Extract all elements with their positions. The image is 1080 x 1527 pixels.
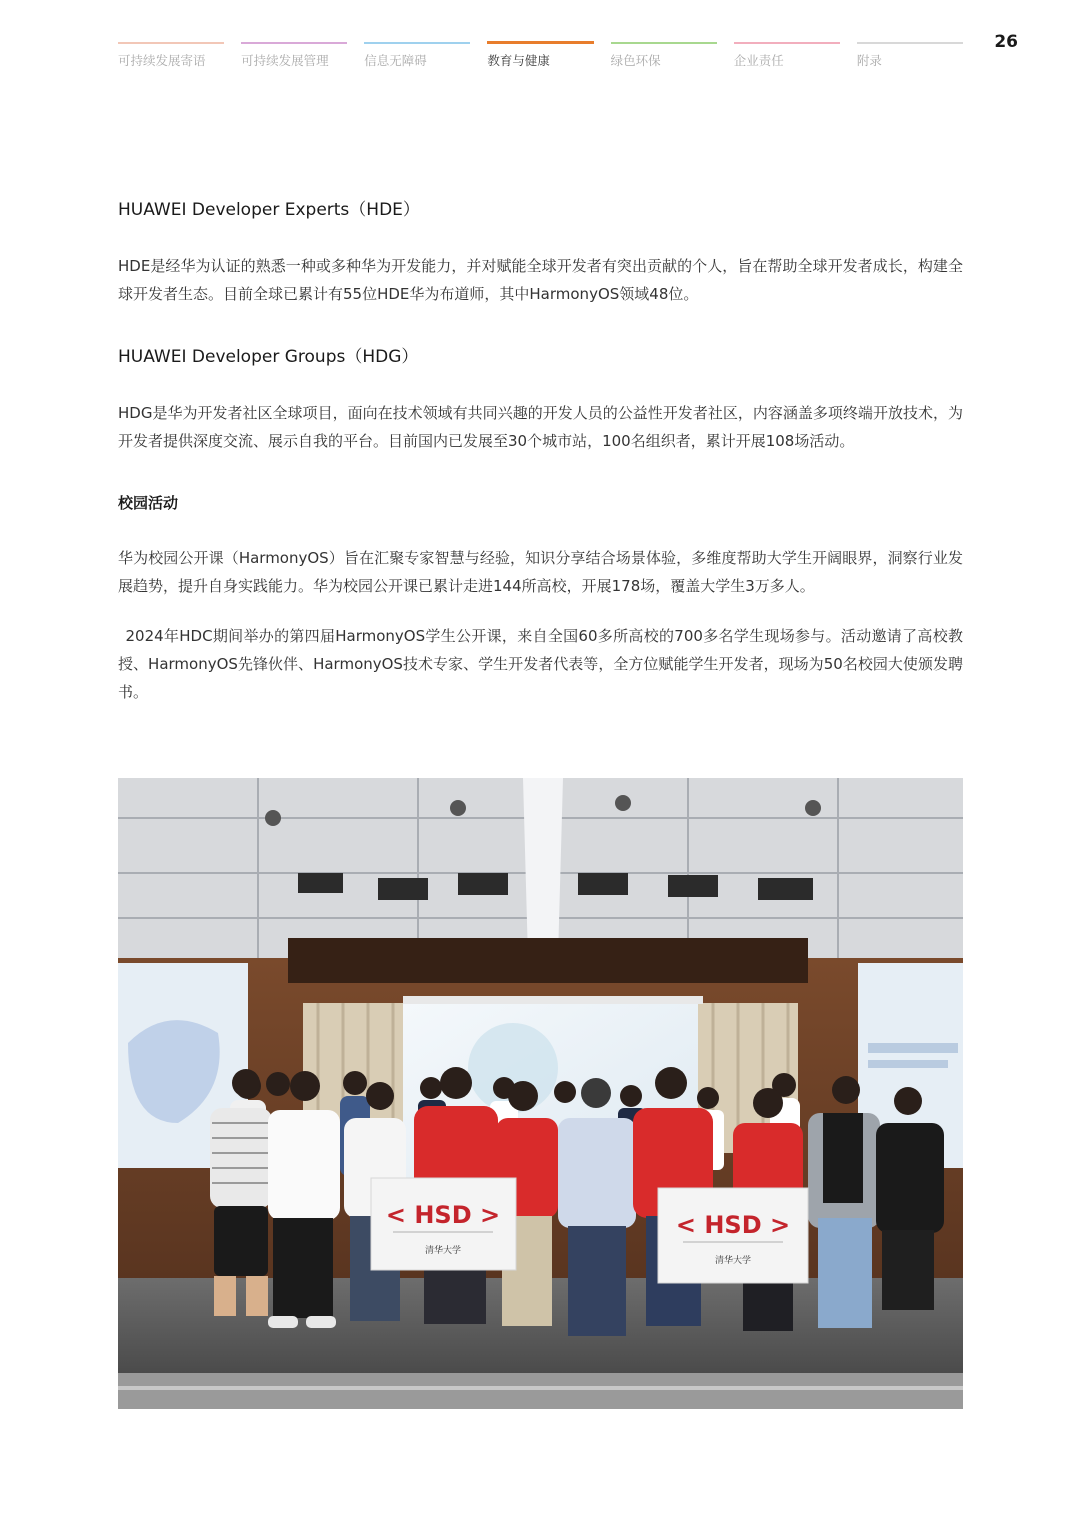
nav-label: 企业责任 <box>733 53 784 68</box>
nav-bar <box>118 42 224 44</box>
hsd-banner-left <box>371 1178 516 1270</box>
nav-item-management[interactable] <box>241 42 347 72</box>
nav-label: 教育与健康 <box>487 53 550 68</box>
hde-title: HUAWEI Developer Experts（HDE） <box>118 200 420 220</box>
campus-body-1: 华为校园公开课（HarmonyOS）旨在汇聚专家智慧与经验，知识分享结合场景体验，多维度帮助大学生开阔眼界，洞察行业发展趋势，提升自身实践能力。华为校园公开课已累计走进144所高校，开展178场，覆盖大学生3万多人。 <box>118 549 963 595</box>
nav-label: 信息无障碍 <box>364 53 427 68</box>
nav-item-green[interactable] <box>611 42 717 72</box>
nav-bar <box>241 42 347 44</box>
nav-item-responsibility[interactable] <box>734 42 840 72</box>
hsd-caption: 清华大学 <box>424 1246 462 1256</box>
nav-label: 可持续发展寄语 <box>118 53 206 68</box>
nav-bar <box>487 41 593 44</box>
nav-item-message[interactable] <box>118 42 224 72</box>
page-number: 26 <box>994 32 1018 52</box>
nav-bar <box>734 42 840 44</box>
main-content <box>118 198 963 706</box>
event-photo <box>118 778 963 1409</box>
campus-title: 校园活动 <box>118 494 179 512</box>
nav-label: 可持续发展管理 <box>241 53 329 68</box>
nav-bar <box>364 42 470 44</box>
hsd-banner-right <box>658 1188 808 1283</box>
hdg-body: HDG是华为开发者社区全球项目，面向在技术领域有共同兴趣的开发人员的公益性开发者社区，内容涵盖多项终端开放技术，为开发者提供深度交流、展示自我的平台。目前国内已发展至30个城市站，100名组织者，累计开展108场活动。 <box>118 404 963 450</box>
nav-item-appendix[interactable] <box>857 42 963 72</box>
nav-item-accessibility[interactable] <box>364 42 470 72</box>
campus-body-2 <box>118 622 963 706</box>
campus-body-2-text: 2024年HDC期间举办的第四届HarmonyOS学生公开课，来自全国60多所高校的700多名学生现场参与。活动邀请了高校教授、HarmonyOS先锋伙伴、HarmonyOS技术专家、学生开发者代表等，全方位赋能学生开发者，现场为50名校园大使颁发聘书。 <box>118 627 963 701</box>
hsd-logo: < HSD > <box>385 1201 501 1229</box>
hdg-title: HUAWEI Developer Groups（HDG） <box>118 347 419 367</box>
nav-label: 绿色环保 <box>610 53 661 68</box>
hsd-logo: < HSD > <box>675 1211 791 1239</box>
chapter-nav <box>118 42 963 72</box>
hsd-caption: 清华大学 <box>714 1256 752 1266</box>
nav-bar <box>611 42 717 44</box>
nav-bar <box>857 42 963 44</box>
nav-label: 附录 <box>856 53 882 68</box>
hde-body: HDE是经华为认证的熟悉一种或多种华为开发能力，并对赋能全球开发者有突出贡献的个人，旨在帮助全球开发者成长，构建全球开发者生态。目前全球已累计有55位HDE华为布道师，其中HarmonyOS领域48位。 <box>118 257 963 303</box>
nav-item-education[interactable] <box>487 42 593 72</box>
